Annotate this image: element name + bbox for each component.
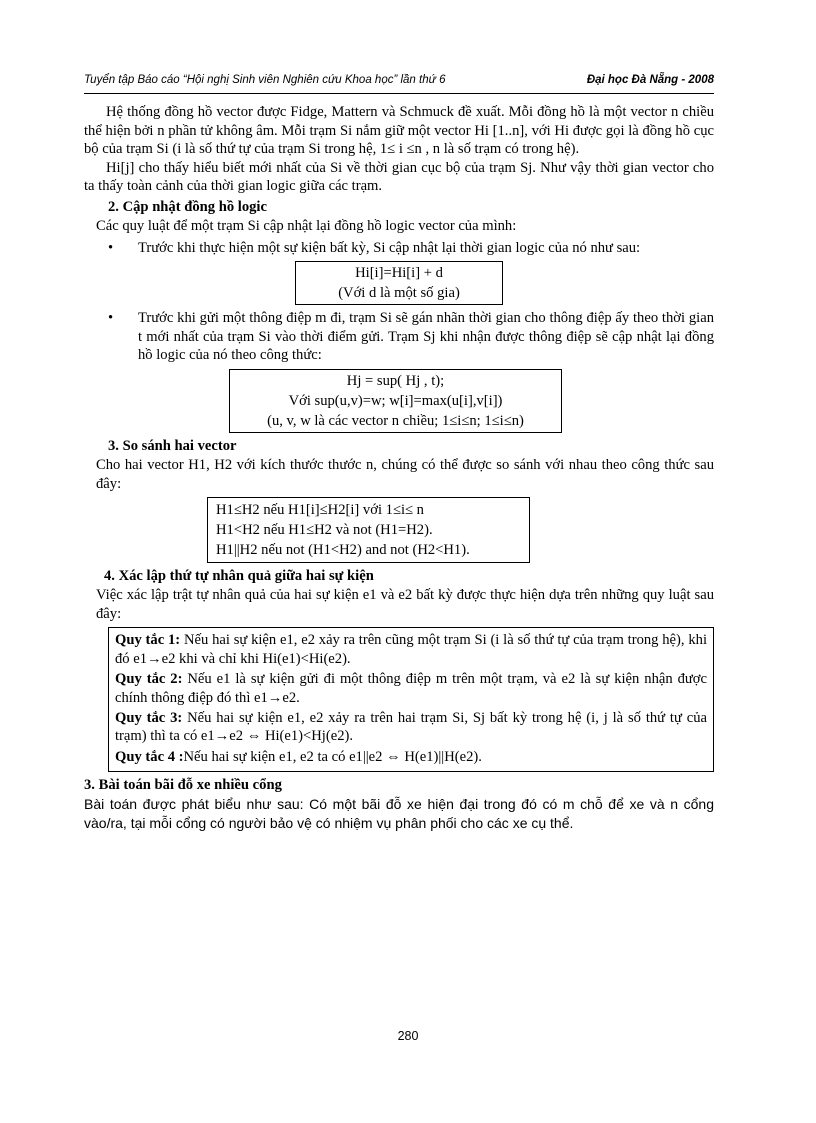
section-heading-4: 4. Xác lập thứ tự nhân quả giữa hai sự kiện [104,568,374,585]
formula-line: H1||H2 nếu not (H1<H2) and not (H2<H1). [216,542,470,559]
rule-text: Nếu e1 là sự kiện gửi đi một thông điệp m trên một trạm, và e2 là sự kiện nhận được chính thông điệp đó thì e1→e2. [115,671,707,706]
formula-line: (Với d là một số gia) [338,285,460,302]
section-heading-main-3: 3. Bài toán bãi đỗ xe nhiều cổng [84,777,282,794]
rule-4 [115,748,707,766]
rule-3 [115,709,707,746]
rule-text: Nếu hai sự kiện e1, e2 xảy ra trên cũng một trạm Si (i là số thứ tự của trạm trong hệ), khi đó e1→e2 khi và chỉ khi Hi(e1)<Hi(e2). [115,632,707,667]
formula-box-3 [207,497,530,563]
rule-label: Quy tắc 4 : [115,748,184,765]
paragraph-vector-clock: Hệ thống đồng hồ vector được Fidge, Mattern và Schmuck đề xuất. Mỗi đồng hồ là một vector n chiều thể hiện bởi n phần tử không âm. Mỗi trạm Si nắm giữ một vector Hi [1..n], với Hi được gọi là đồng hồ cục bộ của trạm Si (i là số thứ tự của trạm Si trong hệ, 1≤ i ≤n , n là số trạm có trong hệ). [84,104,714,158]
bullet-dot: • [108,239,114,256]
document-body [84,103,714,833]
section-heading-3: 3. So sánh hai vector [108,437,237,454]
formula-line: Hi[i]=Hi[i] + d [355,265,443,282]
rule-1 [115,631,707,668]
section-heading-2: 2. Cập nhật đồng hồ logic [108,198,267,215]
formula-line: H1≤H2 nếu H1[i]≤H2[i] với 1≤i≤ n [216,502,424,519]
section-3-intro: Cho hai vector H1, H2 với kích thước thước n, chúng có thể được so sánh với nhau theo công thức sau đây: [96,456,714,492]
page-number: 280 [397,1029,419,1043]
section-4-intro: Việc xác lập trật tự nhân quả của hai sự kiện e1 và e2 bất kỳ được thực hiện dựa trên những quy luật sau đây: [96,587,714,622]
rule-2 [115,670,707,707]
header-right: Đại học Đà Nẵng - 2008 [586,74,714,86]
rule-label: Quy tắc 1: [115,632,181,649]
formula-box-1 [295,261,503,305]
rule-text: Nếu hai sự kiện e1, e2 ta có e1||e2 ⇔ H(e1)||H(e2). [183,748,482,765]
bullet-item-1 [84,239,714,258]
bullet-text-2: Trước khi gửi một thông điệp m đi, trạm Si sẽ gán nhãn thời gian cho thông điệp ấy theo thời gian t mới nhất của trạm Si vào thời điểm gửi. Trạm Sj khi nhận được thông điệp sẽ cập nhật lại đồng hồ logic của nó theo công thức: [138,310,714,364]
final-paragraph: Bài toán được phát biểu như sau: Có một bãi đỗ xe hiện đại trong đó có m chỗ để xe và n cổng vào/ra, tại mỗi cổng có người bảo vệ có nhiệm vụ phân phối cho các xe cụ thể. [84,796,714,832]
header-rule [84,93,714,94]
bullet-text-1: Trước khi thực hiện một sự kiện bất kỳ, Si cập nhật lại thời gian logic của nó như sau: [138,239,641,256]
header-left: Tuyển tập Báo cáo “Hội nghị Sinh viên Nghiên cứu Khoa học” lần thứ 6 [84,74,446,86]
formula-line: Hj = sup( Hj , t); [346,372,445,389]
rule-label: Quy tắc 3: [115,709,183,726]
formula-box-2 [229,369,562,433]
rule-label: Quy tắc 2: [115,671,183,688]
rule-text: Nếu hai sự kiện e1, e2 xảy ra trên hai trạm Si, Sj bất kỳ trong hệ (i, j là số thứ tự của trạm) thì ta có e1→e2 ⇔ Hi(e1)<Hj(e2). [115,709,707,745]
bullet-item-2 [84,309,714,365]
formula-line: H1<H2 nếu H1≤H2 và not (H1=H2). [216,522,433,539]
formula-line: Với sup(u,v)=w; w[i]=max(u[i],v[i]) [288,392,503,409]
bullet-dot: • [108,310,114,327]
section-2-intro: Các quy luật để một trạm Si cập nhật lại đồng hồ logic vector của mình: [96,217,517,234]
formula-line: (u, v, w là các vector n chiều; 1≤i≤n; 1≤i≤n) [267,412,524,429]
paragraph-hij: Hi[j] cho thấy hiểu biết mới nhất của Si về thời gian cục bộ của trạm Sj. Như vậy thời gian vector cho ta thấy toàn cảnh của thời gian logic giữa các trạm. [84,159,714,195]
rules-box [108,627,714,772]
